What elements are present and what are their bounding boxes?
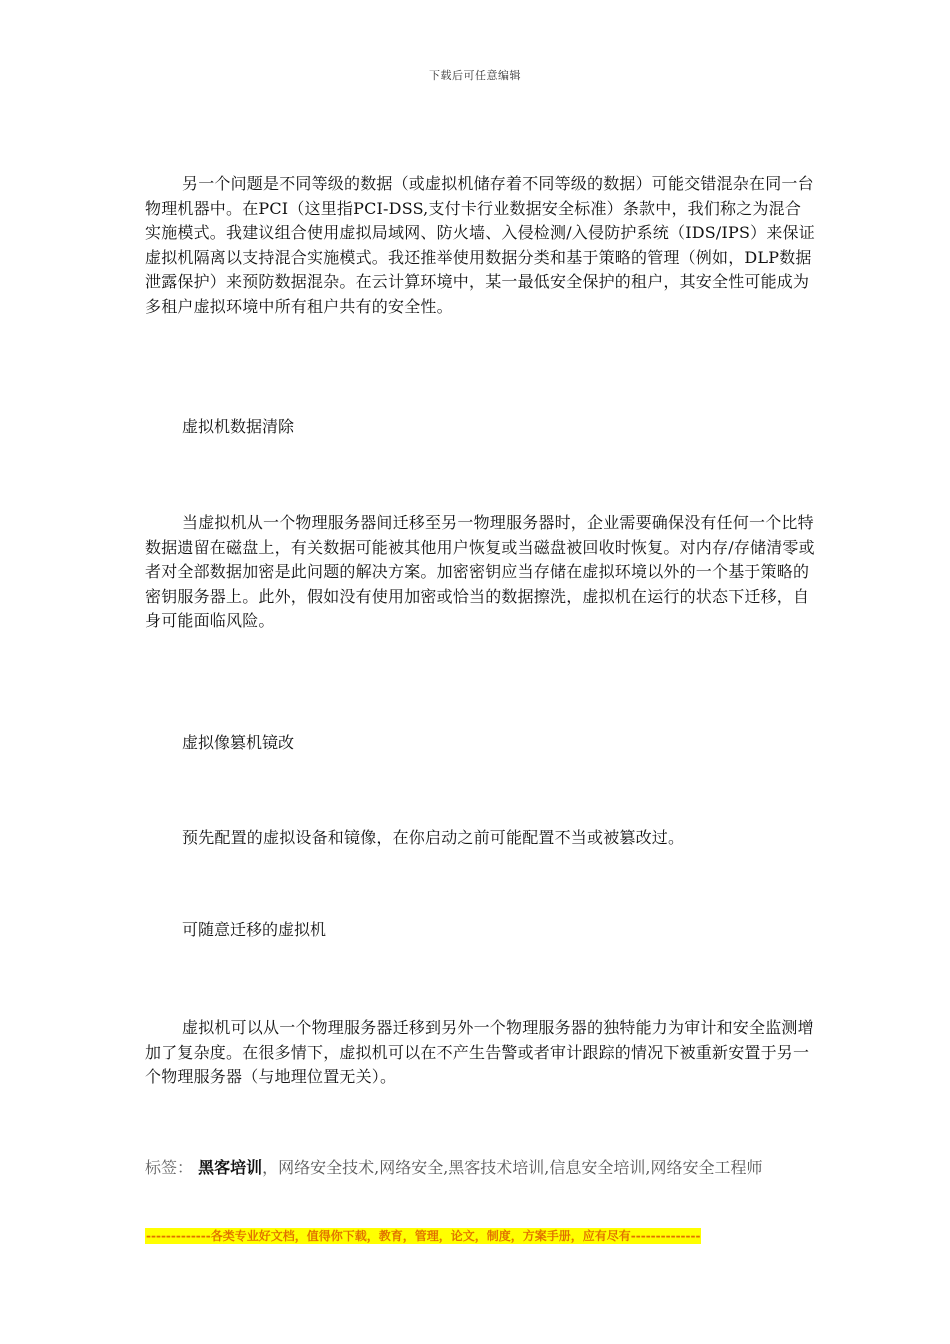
section-heading-data-wipe: 虚拟机数据清除 bbox=[182, 417, 295, 436]
paragraph-data-wipe: 当虚拟机从一个物理服务器间迁移至另一物理服务器时，企业需要确保没有任何一个比特数据遗留在磁盘上，有关数据可能被其他用户恢复或当磁盘被回收时恢复。对内存/存储清零或者对全部数据加密是此问题的解决方案。加密密钥应当存储在虚拟环境以外的一个基于策略的密钥服务器上。此外，假如没有使用加密或恰当的数据擦洗，虚拟机在运行的状态下迁移，自身可能面临风险。 bbox=[145, 513, 815, 630]
section-heading-image-tamper: 虚拟像篡机镜改 bbox=[182, 733, 295, 752]
tags-label: 标签： bbox=[145, 1158, 194, 1177]
tags-line bbox=[145, 1156, 815, 1180]
tag-link-hacker-training[interactable]: 黑客培训 bbox=[198, 1158, 263, 1177]
footer-banner: -------------各类专业好文档，值得你下载，教育，管理，论文，制度，方案手册，应有尽有-------------- bbox=[146, 1229, 701, 1243]
paragraph-mixed-data: 另一个问题是不同等级的数据（或虚拟机储存着不同等级的数据）可能交错混杂在同一台物理机器中。在PCI（这里指PCI-DSS,支付卡行业数据安全标准）条款中，我们称之为混合实施模式。我建议组合使用虚拟局域网、防火墙、入侵检测/入侵防护系统（IDS/IPS）来保证虚拟机隔离以支持混合实施模式。我还推举使用数据分类和基于策略的管理（例如，DLP数据泄露保护）来预防数据混杂。在云计算环境中，某一最低安全保护的租户，其安全性可能成为多租户虚拟环境中所有租户共有的安全性。 bbox=[145, 174, 815, 316]
tags-list: ，网络安全技术,网络安全,黑客技术培训,信息安全培训,网络安全工程师 bbox=[262, 1158, 763, 1177]
page-header: 下载后可任意编辑 bbox=[429, 69, 521, 82]
paragraph-image-tamper: 预先配置的虚拟设备和镜像，在你启动之前可能配置不当或被篡改过。 bbox=[182, 828, 685, 847]
section-heading-vm-migration: 可随意迁移的虚拟机 bbox=[182, 920, 327, 939]
paragraph-vm-migration: 虚拟机可以从一个物理服务器迁移到另外一个物理服务器的独特能力为审计和安全监测增加了复杂度。在很多情下，虚拟机可以在不产生告警或者审计跟踪的情况下被重新安置于另一个物理服务器（与地理位置无关）。 bbox=[145, 1018, 814, 1086]
